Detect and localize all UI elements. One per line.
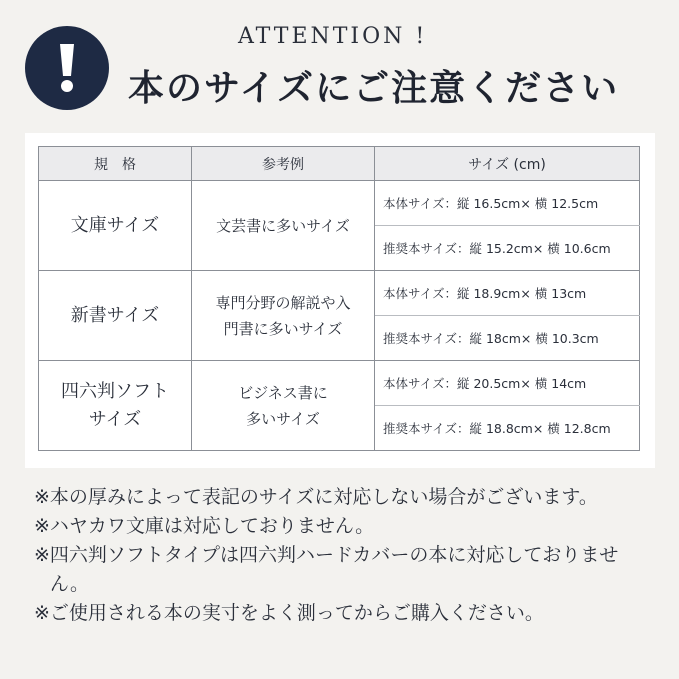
size-table: [38, 146, 640, 451]
example-cell: ビジネス書に多いサイズ: [192, 361, 375, 451]
page-title: 本のサイズにご注意ください: [128, 68, 620, 109]
column-header-size: サイズ (cm): [375, 147, 640, 181]
list-item: [34, 541, 654, 599]
list-item: [34, 483, 654, 512]
exclamation-icon: [57, 42, 77, 94]
notes-list: [34, 483, 654, 628]
body-size-cell: 本体サイズ：縦 18.9cm× 横 13cm: [375, 271, 640, 316]
list-item: [34, 599, 654, 628]
example-cell: 文芸書に多いサイズ: [192, 181, 375, 271]
body-size-cell: 本体サイズ：縦 20.5cm× 横 14cm: [375, 361, 640, 406]
category-cell: 文庫サイズ: [39, 181, 192, 271]
example-cell: 専門分野の解説や入門書に多いサイズ: [192, 271, 375, 361]
note-mark: ※: [34, 486, 50, 508]
category-cell: 四六判ソフトサイズ: [39, 361, 192, 451]
recommended-size-cell: 推奨本サイズ：縦 18.8cm× 横 12.8cm: [375, 406, 640, 451]
size-table-panel: [25, 133, 655, 468]
note-text: 四六判ソフトタイプは四六判ハードカバーの本に対応しておりません。: [49, 544, 619, 595]
table-row: [39, 181, 640, 226]
note-text: 本の厚みによって表記のサイズに対応しない場合がございます。: [49, 486, 598, 508]
note-text: ハヤカワ文庫は対応しておりません。: [49, 515, 375, 537]
header: [0, 0, 679, 130]
recommended-size-cell: 推奨本サイズ：縦 15.2cm× 横 10.6cm: [375, 226, 640, 271]
note-mark: ※: [34, 602, 50, 624]
note-text: ご使用される本の実寸をよく測ってからご購入ください。: [49, 602, 544, 624]
note-mark: ※: [34, 544, 50, 566]
recommended-size-cell: 推奨本サイズ：縦 18cm× 横 10.3cm: [375, 316, 640, 361]
column-header-spec: 規 格: [39, 147, 192, 181]
category-cell: 新書サイズ: [39, 271, 192, 361]
table-row: [39, 271, 640, 316]
list-item: [34, 512, 654, 541]
table-header-row: [39, 147, 640, 181]
alert-badge: [25, 26, 109, 110]
body-size-cell: 本体サイズ：縦 16.5cm× 横 12.5cm: [375, 181, 640, 226]
attention-label: ATTENTION !: [238, 24, 428, 49]
column-header-example: 参考例: [192, 147, 375, 181]
table-row: [39, 361, 640, 406]
note-mark: ※: [34, 515, 50, 537]
